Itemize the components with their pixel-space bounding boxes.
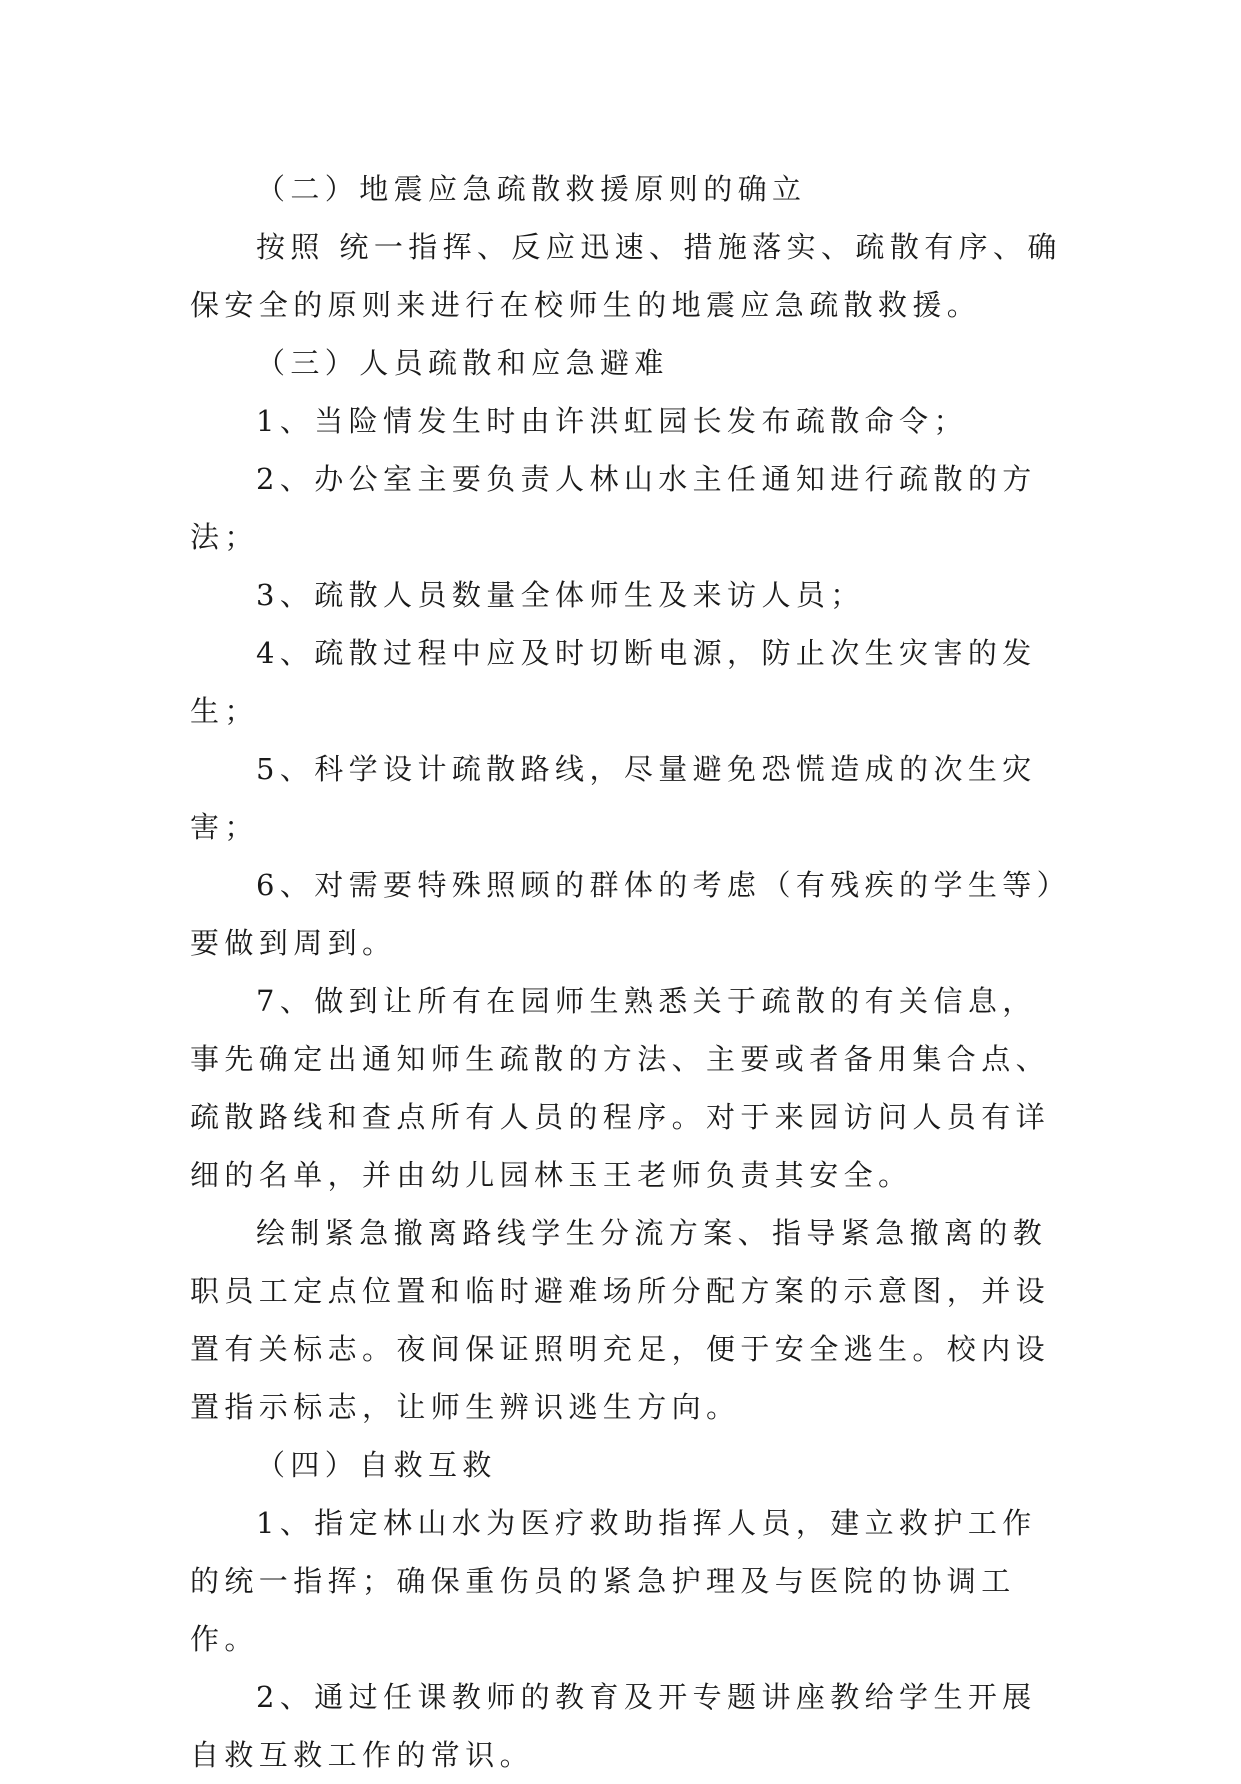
list-item: 5、科学设计疏散路线，尽量避免恐慌造成的次生灾害；	[190, 752, 1037, 844]
list-item: 1、当险情发生时由许洪虹园长发布疏散命令；	[256, 404, 968, 438]
list-item: 3、疏散人员数量全体师生及来访人员；	[256, 578, 865, 612]
list-item: 7、做到让所有在园师生熟悉关于疏散的有关信息，事先确定出通知师生疏散的方法、主要或者备用集合点、疏散路线和查点所有人员的程序。对于来园访问人员有详细的名单，并由幼儿园林玉王老师负责其安全。	[190, 984, 1051, 1192]
list-item: 6、对需要特殊照顾的群体的考虑（有残疾的学生等）要做到周到。	[190, 868, 1057, 960]
section-heading-3: （三）人员疏散和应急避难	[256, 346, 669, 380]
document-body	[190, 160, 1070, 1784]
paragraph: 绘制紧急撤离路线学生分流方案、指导紧急撤离的教职员工定点位置和临时避难场所分配方案的示意图，并设置有关标志。夜间保证照明充足，便于安全逃生。校内设置指示标志，让师生辨识逃生方向。	[190, 1216, 1051, 1424]
section-heading-2: （二）地震应急疏散救援原则的确立	[256, 172, 807, 206]
list-item: 2、通过任课教师的教育及开专题讲座教给学生开展自救互救工作的常识。	[190, 1680, 1037, 1772]
list-item: 1、指定林山水为医疗救助指挥人员，建立救护工作的统一指挥；确保重伤员的紧急护理及与医院的协调工作。	[190, 1506, 1037, 1656]
paragraph: 按照 统一指挥、反应迅速、措施落实、疏散有序、确保安全的原则来进行在校师生的地震应急疏散救援。	[190, 230, 1062, 322]
list-item: 4、疏散过程中应及时切断电源，防止次生灾害的发生；	[190, 636, 1037, 728]
section-heading-4: （四）自救互救	[256, 1448, 497, 1482]
list-item: 2、办公室主要负责人林山水主任通知进行疏散的方法；	[190, 462, 1037, 554]
